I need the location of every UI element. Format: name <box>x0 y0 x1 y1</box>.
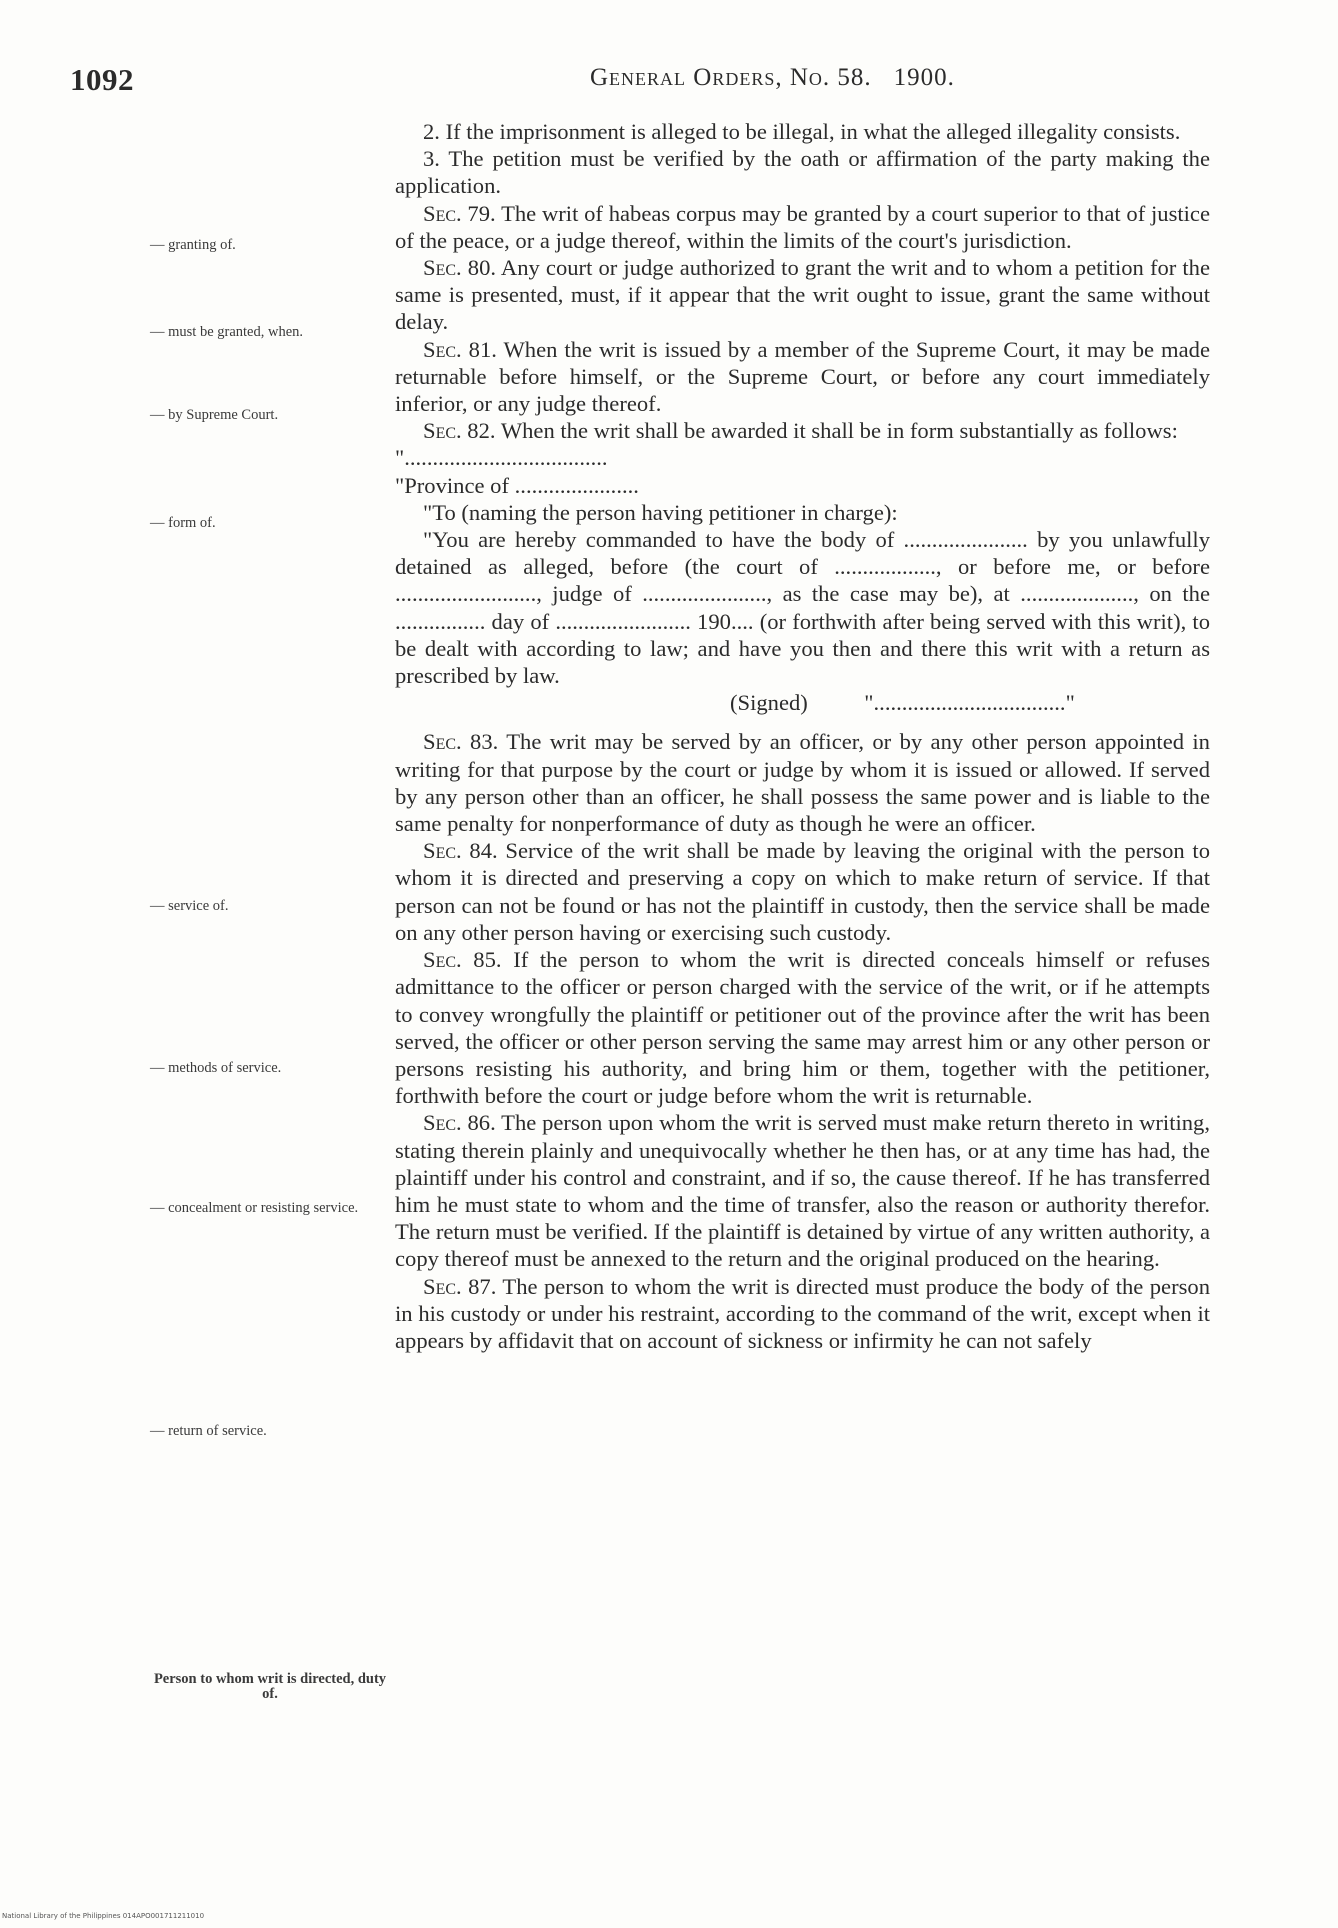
form-command: "You are hereby commanded to have the body of ...................... by you unlawfully detained as alleged, before (the court of .................., or before me, or before ........................., judge of ......................, as the case may be), at ...................., on the ................ day of ........................ 190.... (or forthwith after being served with this writ), to be dealt with according to law; and have you then and there this writ with a return as prescribed by law. <box>395 527 1210 689</box>
form-open: ".................................... <box>395 445 608 471</box>
section-81-text: When the writ is issued by a member of the Supreme Court, it may be made returnable before himself, or the Supreme Court, or before any court immediately inferior, or any judge thereof. <box>395 336 1210 417</box>
section-83-number: Sec. 83. <box>423 729 499 755</box>
scan-credit: National Library of the Philippines 014APO001711211010 <box>2 1912 205 1920</box>
side-note-methods-of-service: — methods of service. <box>150 1060 282 1076</box>
section-79-number: Sec. 79. <box>423 200 496 226</box>
section-85-text: If the person to whom the writ is directed conceals himself or refuses admittance to the officer or person charged with the service of the writ, or if he attempts to convey wrongfully the plaintiff or petitioner out of the province after the writ has been served, the officer or other person serving the same may arrest him or any other person or persons resisting his authority, and bring him or them, together with the petitioner, forthwith before the court or judge before whom the writ is returnable. <box>395 947 1210 1109</box>
section-80-text: Any court or judge authorized to grant the writ and to whom a petition for the same is presented, must, if it appear that the writ ought to issue, grant the same without delay. <box>395 255 1211 335</box>
section-80-number: Sec. 80. <box>423 255 497 281</box>
section-83 <box>395 728 1210 837</box>
section-87-number: Sec. 87. <box>423 1273 497 1299</box>
form-to: "To (naming the person having petitioner in charge): <box>423 499 898 525</box>
section-83-text: The writ may be served by an officer, or by any other person appointed in writing for that purpose by the court or judge by whom it is issued or allowed. If served by any person other than an officer, he shall possess the same power and is liable to the same penalty for nonperformance of duty as though he were an officer. <box>395 729 1210 837</box>
section-81 <box>395 336 1210 418</box>
section-84-text: Service of the writ shall be made by leaving the original with the person to whom it is directed and preserving a copy on which to make return of service. If that person can not be found or has not the plaintiff in custody, then the service shall be made on any other person having or exercising such custody. <box>395 838 1210 945</box>
section-82-text: When the writ shall be awarded it shall be in form substantially as follows: <box>500 418 1178 444</box>
section-84-number: Sec. 84. <box>423 838 498 864</box>
side-note-must-be-granted: — must be granted, when. <box>150 324 304 340</box>
item-2: 2. If the imprisonment is alleged to be illegal, in what the alleged illegality consists. <box>423 119 1181 144</box>
form-province: "Province of ...................... <box>395 472 639 498</box>
section-79-text: The writ of habeas corpus may be granted by a court superior to that of justice of the peace, or a judge thereof, within the limits of the court's jurisdiction. <box>395 200 1210 253</box>
section-81-number: Sec. 81. <box>423 336 497 362</box>
running-head-title: General Orders, No. 58. <box>590 64 872 91</box>
item-3: 3. The petition must be verified by the oath or affirmation of the party making the application. <box>395 146 1210 199</box>
section-85 <box>395 946 1210 1109</box>
side-note-supreme-court: — by Supreme Court. <box>150 407 279 423</box>
section-85-number: Sec. 85. <box>423 947 502 973</box>
page-number: 1092 <box>70 62 134 97</box>
section-79 <box>395 200 1210 254</box>
section-84 <box>395 837 1210 946</box>
section-86 <box>395 1109 1210 1272</box>
side-note-granting: — granting of. <box>150 237 236 253</box>
form-signed: (Signed) ".................................." <box>730 690 1075 716</box>
side-note-service: — service of. <box>150 898 229 914</box>
section-87-text: The person to whom the writ is directed must produce the body of the person in his custody or under his restraint, according to the command of the writ, except when it appears by affidavit that on account of sickness or infirmity he can not safely <box>395 1273 1211 1353</box>
running-head-year: 1900. <box>893 64 955 91</box>
side-note-concealment: — concealment or resisting service. <box>150 1200 359 1216</box>
side-note-return-of-service: — return of service. <box>150 1423 267 1439</box>
section-86-text: The person upon whom the writ is served must make return thereto in writing, stating therein plainly and unequivocally whether he then has, or at any time has had, the plaintiff under his control and constraint, and if so, the cause thereof. If he has transferred him he must state to whom and the time of transfer, also the reason or authority therefor. The return must be verified. If the plaintiff is detained by virtue of any written authority, a copy thereof must be annexed to the return and the original produced on the hearing. <box>395 1110 1210 1272</box>
side-note-person-directed: Person to whom writ is directed, duty of. <box>153 1671 387 1702</box>
body-text <box>395 118 1210 1354</box>
side-note-form: — form of. <box>150 515 216 531</box>
section-86-number: Sec. 86. <box>423 1110 496 1136</box>
section-87 <box>395 1273 1210 1355</box>
running-head <box>590 64 955 92</box>
section-82-number: Sec. 82. <box>423 418 496 444</box>
section-82 <box>395 417 1210 444</box>
section-80 <box>395 254 1210 336</box>
writ-form <box>395 444 1210 716</box>
